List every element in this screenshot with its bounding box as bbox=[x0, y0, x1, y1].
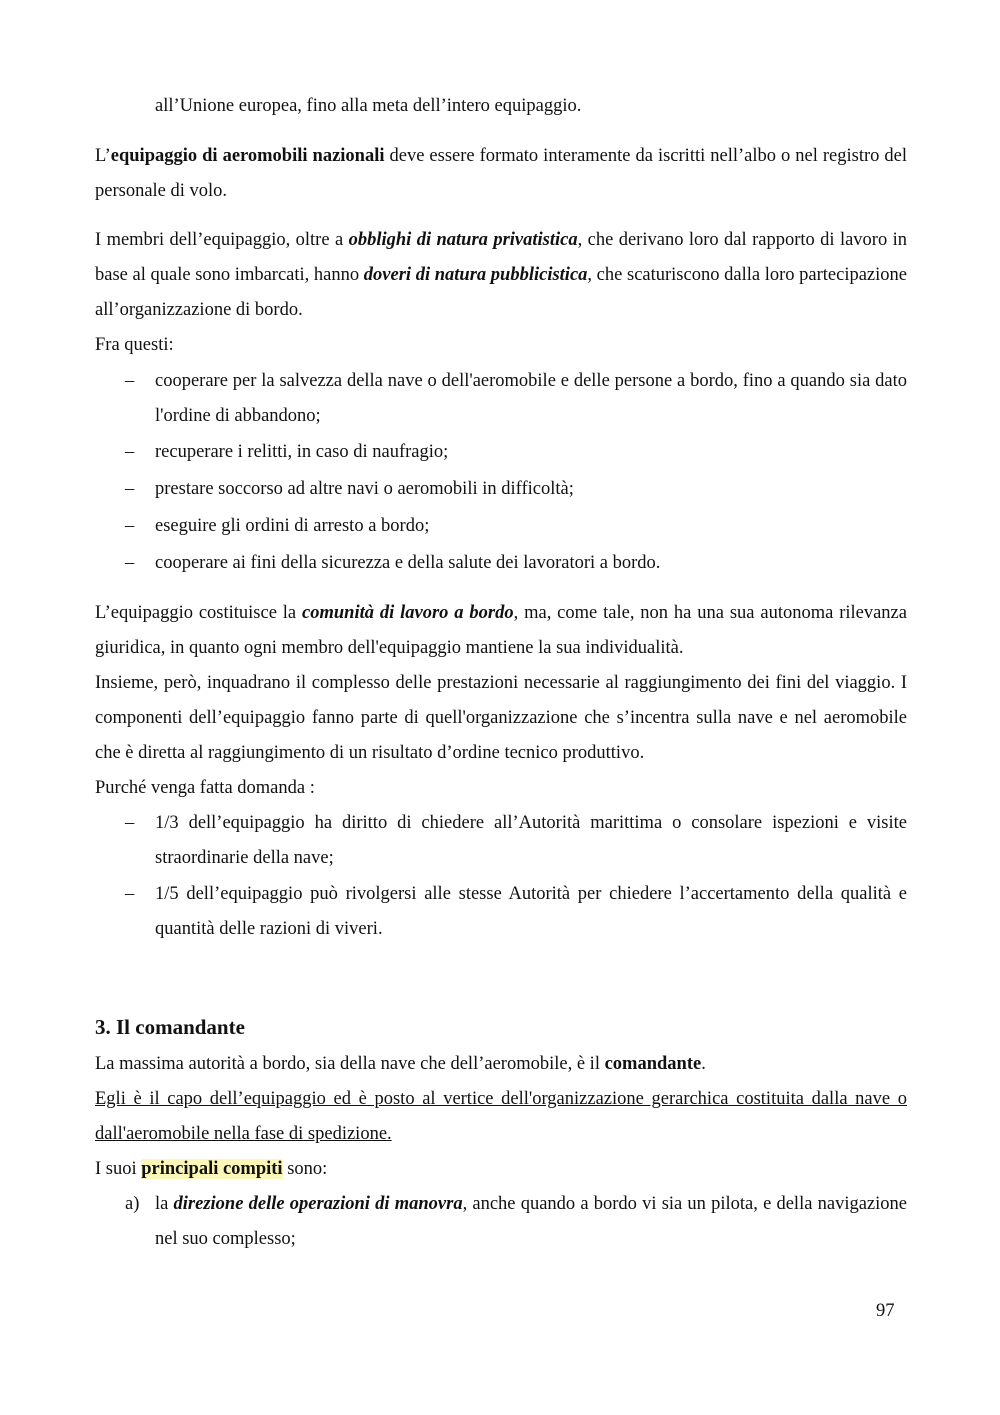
page-number: 97 bbox=[876, 1301, 895, 1321]
paragraph-equipaggio-aeromobili: L’equipaggio di aeromobili nazionali deve essere formato interamente da iscritti nell’albo o nel registro del personale di volo. bbox=[95, 146, 907, 201]
dash-marker: – bbox=[125, 371, 135, 391]
paragraph-massima-autorita: La massima autorità a bordo, sia della nave che dell’aeromobile, è il comandante. bbox=[95, 1054, 706, 1074]
paragraph-principali-compiti: I suoi principali compiti sono: bbox=[95, 1159, 328, 1179]
bold-term: comandante bbox=[604, 1054, 702, 1074]
list-item: – prestare soccorso ad altre navi o aeromobili in difficoltà; bbox=[95, 472, 907, 507]
letter-marker: a) bbox=[125, 1194, 140, 1214]
paragraph-membri-equipaggio: I membri dell’equipaggio, oltre a obblighi di natura privatistica, che derivano loro dal rapporto di lavoro in base al quale sono imbarcati, hanno doveri di natura pubblicistica, che scaturiscono dalla loro partecipazione all’organizzazione di bordo. bbox=[95, 230, 908, 320]
bold-italic-term: comunità di lavoro a bordo bbox=[302, 603, 514, 623]
bold-italic-term: direzione delle operazioni di manovra bbox=[173, 1194, 463, 1214]
paragraph-insieme: Insieme, però, inquadrano il complesso delle prestazioni necessarie al raggiungimento dei fini del viaggio. I componenti dell’equipaggio fanno parte di quell'organizzazione che s’incentra sulla nave e nel aeromobile che è diretta al raggiungimento di un risultato d’ordine tecnico produttivo. bbox=[95, 673, 907, 763]
paragraph-fra-questi: Fra questi: bbox=[95, 335, 174, 355]
dash-marker: – bbox=[125, 479, 135, 499]
dash-marker: – bbox=[125, 442, 135, 462]
bold-italic-term: obblighi di natura privatistica bbox=[348, 230, 578, 250]
dash-marker: – bbox=[125, 516, 135, 536]
list-item: – 1/3 dell’equipaggio ha diritto di chiedere all’Autorità marittima o consolare ispezioni e visite straordinarie della nave; bbox=[95, 806, 907, 876]
dash-marker: – bbox=[125, 813, 135, 833]
list-item: – eseguire gli ordini di arresto a bordo; bbox=[95, 509, 907, 544]
dash-marker: – bbox=[125, 884, 135, 904]
list-item: – cooperare per la salvezza della nave o dell'aeromobile e delle persone a bordo, fino a quando sia dato l'ordine di abbandono; bbox=[95, 364, 907, 434]
dash-marker: – bbox=[125, 553, 135, 573]
section-heading: 3. Il comandante bbox=[95, 1015, 245, 1039]
paragraph-comunita-lavoro: L’equipaggio costituisce la comunità di lavoro a bordo, ma, come tale, non ha una sua autonoma rilevanza giuridica, in quanto ogni membro dell'equipaggio mantiene la sua individualità. bbox=[95, 603, 907, 658]
list-item: – recuperare i relitti, in caso di naufragio; bbox=[95, 435, 907, 470]
paragraph-domanda: Purché venga fatta domanda : bbox=[95, 778, 315, 798]
bold-term: equipaggio di aeromobili nazionali bbox=[110, 146, 385, 166]
list-item: a) la direzione delle operazioni di manovra, anche quando a bordo vi sia un pilota, e della navigazione nel suo complesso; bbox=[95, 1187, 907, 1257]
bold-italic-term: doveri di natura pubblicistica bbox=[363, 265, 588, 285]
list-item: – cooperare ai fini della sicurezza e della salute dei lavoratori a bordo. bbox=[95, 546, 907, 581]
highlighted-term: principali compiti bbox=[141, 1159, 283, 1179]
list-item: – 1/5 dell’equipaggio può rivolgersi alle stesse Autorità per chiedere l’accertamento della qualità e quantità delle razioni di viveri. bbox=[95, 877, 907, 947]
underlined-paragraph: Egli è il capo dell’equipaggio ed è posto al vertice dell'organizzazione gerarchica costituita dalla nave o dall'aeromobile nella fase di spedizione. bbox=[95, 1089, 907, 1144]
paragraph-continuation: all’Unione europea, fino alla meta dell’intero equipaggio. bbox=[155, 96, 582, 116]
